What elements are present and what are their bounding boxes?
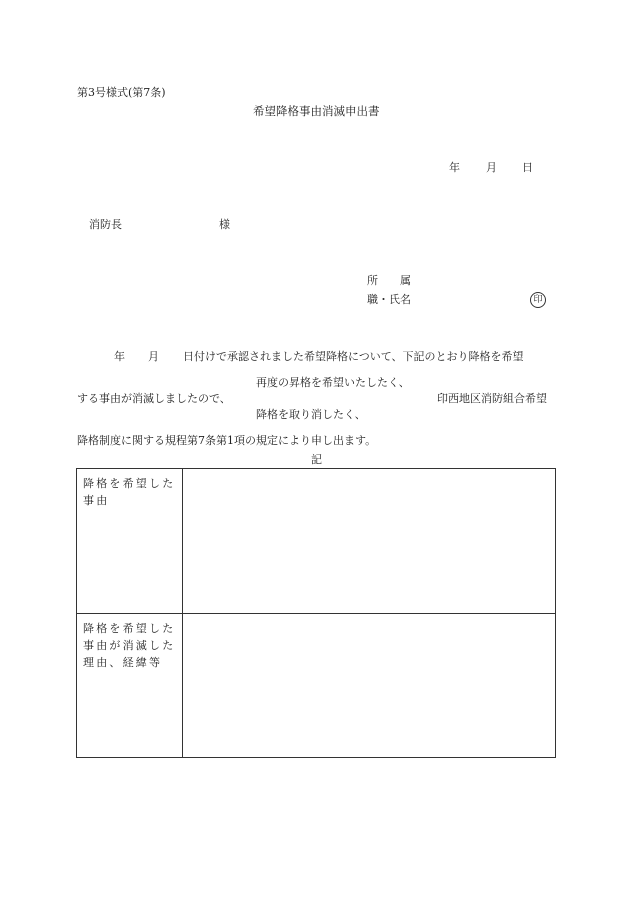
addressee-name: 消防長	[89, 218, 122, 231]
affiliation-label: 所 属	[367, 274, 411, 287]
body-month-label: 月	[148, 350, 159, 363]
document-title: 希望降格事由消滅申出書	[253, 104, 380, 118]
body-line3: 降格制度に関する規程第7条第1項の規定により申し出ます。	[77, 434, 377, 447]
body-option1: 再度の昇格を希望いたしたく、	[256, 376, 410, 389]
addressee-honorific: 様	[219, 218, 230, 231]
date-year-label: 年	[449, 161, 460, 174]
ki-heading: 記	[311, 453, 322, 466]
date-day-label: 日	[522, 161, 533, 174]
seal-mark: 印	[530, 292, 546, 308]
table-row	[77, 614, 555, 757]
form-number: 第3号様式(第7条)	[77, 86, 166, 99]
name-label: 職・氏名	[367, 293, 411, 306]
row-label-desired-reason: 降格を希望した 事由	[77, 469, 183, 613]
table-row	[77, 469, 555, 614]
row-label-extinction-reason: 降格を希望した 事由が消滅した 理由、経緯等	[77, 614, 183, 757]
date-month-label: 月	[486, 161, 497, 174]
reason-table	[76, 468, 556, 758]
body-line1: 日付けで承認されました希望降格について、下記のとおり降格を希望	[183, 350, 524, 363]
row-value-desired-reason[interactable]	[183, 469, 555, 613]
body-option2: 降格を取り消したく、	[256, 408, 366, 421]
body-year-label: 年	[114, 350, 125, 363]
body-line2-right: 印西地区消防組合希望	[437, 392, 547, 405]
body-line2-left: する事由が消滅しましたので、	[77, 392, 231, 405]
row-value-extinction-reason[interactable]	[183, 614, 555, 757]
